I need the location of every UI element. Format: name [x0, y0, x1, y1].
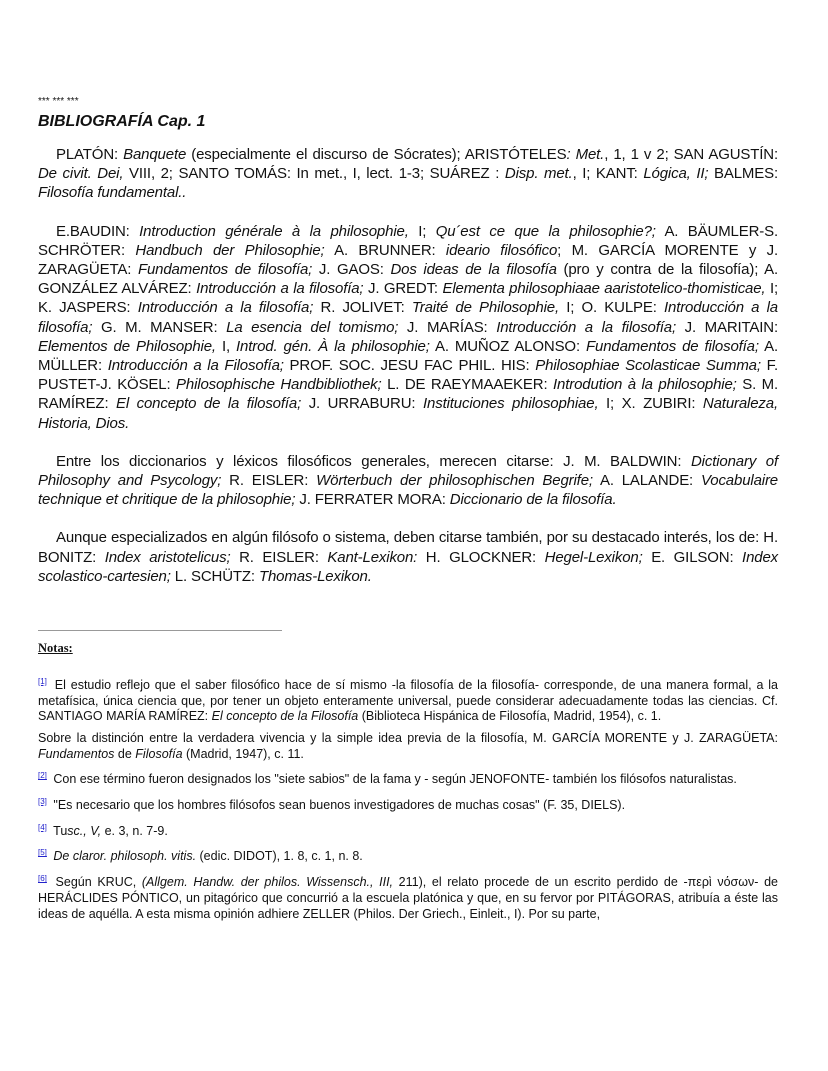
italic-title-text: Traité de Philosophie, — [411, 299, 559, 317]
text-run: R. EISLER: — [221, 472, 317, 490]
notes-heading: Notas: — [38, 641, 73, 656]
footnotes-list — [38, 674, 778, 922]
italic-title-text: Diccionario de la filosofía. — [449, 491, 617, 509]
italic-title-text: El concepto de la filosofía; — [116, 395, 302, 413]
italic-title-text: Kant-Lexikon: — [327, 548, 418, 566]
italic-title-text: sc., V, — [67, 823, 102, 838]
italic-title-text: Philosophiae Scolasticae Summa; — [535, 357, 761, 375]
italic-title-text: Naturaleza, Historia, Dios. — [38, 395, 778, 432]
italic-title-text: Introducción a la Filosofía; — [107, 357, 284, 375]
footnote — [38, 794, 778, 814]
text-run: G. M. MANSER: — [92, 318, 227, 336]
text-run: I; X. ZUBIRI: — [598, 395, 703, 413]
text-run: (Madrid, 1947), c. 11. — [182, 746, 304, 761]
bibliography-paragraph — [38, 452, 778, 510]
footnote-ref-link[interactable]: [6] — [38, 874, 47, 884]
italic-title-text: ideario filosófico — [445, 241, 558, 259]
footnote — [38, 871, 778, 922]
italic-title-text: Elementa philosophiaae aaristotelico-thomisticae, — [442, 280, 766, 298]
italic-title-text: El concepto de la Filosofía — [211, 709, 359, 724]
bibliography-title: BIBLIOGRAFÍA Cap. 1 — [38, 113, 206, 130]
italic-title-text: Filosofía — [135, 746, 183, 761]
text-run: H. GLOCKNER: — [417, 548, 545, 566]
text-run: BALMES: — [708, 165, 779, 183]
italic-title-text: Introdution à la philosophie; — [553, 376, 737, 394]
text-run: (edic. DIDOT), 1. 8, c. 1, n. 8. — [196, 849, 363, 864]
italic-title-text: Lógica, II; — [643, 165, 709, 183]
italic-title-text: La esencia del tomismo; — [226, 318, 399, 336]
separator-stars: *** *** *** — [38, 96, 79, 107]
text-run: A. BÄUMLER-S. SCHRÖTER: — [38, 222, 778, 259]
footnote-ref-link[interactable]: [4] — [38, 822, 47, 832]
text-run: J. MARÍAS: — [398, 318, 497, 336]
italic-title-text: Index scolastico-cartesien; — [38, 548, 778, 585]
italic-title-text: Index aristotelicus; — [104, 548, 231, 566]
italic-title-text: Thomas-Lexikon. — [258, 567, 372, 585]
text-run: Sobre la distinción entre la verdadera vivencia y la simple idea previa de la filosofía, M. GARCÍA MORENTE y J. ZARAGÜETA: — [38, 731, 778, 745]
text-run: F. PUSTET-J. KÖSEL: — [38, 357, 779, 394]
text-run: S. M. RAMÍREZ: — [38, 376, 778, 413]
footnote-ref-link[interactable]: [1] — [38, 677, 47, 687]
italic-title-text: De claror. philosoph. vitis. — [53, 849, 197, 864]
text-run: PROF. SOC. JESU FAC PHIL. HIS: — [283, 357, 536, 375]
text-run: El estudio reflejo que el saber filosófico hace de sí mismo -la filosofía de la filosofía- corresponde, de una manera formal, a la metafísica, única ciencia que, por tener un objeto enteramente universal, puede considerar adecuadamente todas las ciencias. Cf. SANTIAGO MARÍA RAMÍREZ: — [38, 678, 778, 724]
text-run: (especialmente el discurso de Sócrates); ARISTÓTELES — [186, 146, 567, 163]
text-run: Con ese término fueron designados los "siete sabios" de la fama y - según JENOFONTE- también los filósofos naturalistas. — [49, 772, 737, 787]
notes-divider — [38, 630, 282, 631]
text-run: J. FERRATER MORA: — [295, 491, 450, 509]
italic-title-text: Introducción a la filosofía; — [496, 318, 676, 336]
italic-title-text: Introducción a la filosofía; — [38, 299, 778, 336]
footnote — [38, 674, 778, 725]
text-run: I; K. JASPERS: — [38, 280, 778, 317]
text-run: , 1, 1 v 2; SAN AGUSTÍN: — [604, 146, 778, 163]
text-run: J. GAOS: — [312, 261, 391, 279]
text-run: J. GREDT: — [363, 280, 443, 298]
text-run: I, — [215, 337, 237, 355]
italic-title-text: Fundamentos de filosofía; — [586, 337, 759, 355]
text-run: A. BRUNNER: — [324, 241, 446, 259]
text-run: Tu — [49, 823, 68, 838]
italic-title-text: Fundamentos — [38, 746, 115, 761]
italic-title-text: Introd. gén. À la philosophie; — [236, 337, 430, 355]
text-run: e. 3, n. 7-9. — [101, 823, 168, 838]
italic-title-text: Disp. met. — [504, 165, 573, 183]
text-run: I; — [408, 222, 436, 240]
italic-title-text: Handbuch der Philosophie; — [135, 241, 325, 259]
text-run: L. DE RAEYMAAEKER: — [381, 376, 553, 394]
text-run: I; O. KULPE: — [558, 299, 664, 317]
text-run: Aunque especializados en algún filósofo o sistema, deben citarse también, por su destacado interés, los de: H. BONITZ: — [38, 529, 778, 566]
italic-title-text: Instituciones philosophiae, — [423, 395, 599, 413]
italic-title-text: Filosofía fundamental.. — [38, 184, 187, 202]
text-run: 211), el relato procede de un escrito perdido de -περὶ νόσων- de HERÁCLIDES PÓNTICO, un pitagórico que concurrió a la escuela platónica y que, en su fervor por PITÁGORAS, atribuía a éste las ideas de aquélla. A esta misma opinión adhiere ZELLER (Philos. Der Griech., Einleit., I). Por su parte, — [38, 875, 778, 921]
text-run: J. URRABURU: — [301, 395, 424, 413]
document-page — [38, 96, 778, 928]
italic-title-text: Vocabulaire technique et chritique de la philosophie; — [38, 472, 778, 509]
text-run: (Biblioteca Hispánica de Filosofía, Madrid, 1954), c. 1. — [358, 709, 662, 724]
bibliography-body — [38, 145, 778, 586]
footnote — [38, 820, 778, 840]
italic-title-text: Banquete — [123, 146, 187, 163]
italic-title-text: Wörterbuch der philosophischen Begrife; — [316, 472, 593, 490]
text-run: ; M. GARCÍA MORENTE y J. ZARAGÜETA: — [38, 241, 778, 279]
text-run: de — [114, 746, 136, 761]
text-run: "Es necesario que los hombres filósofos sean buenos investigadores de muchas cosas" (F. 35, DIELS). — [49, 798, 626, 813]
bibliography-paragraph — [38, 145, 778, 203]
footnote-ref-link[interactable]: [3] — [38, 796, 47, 806]
footnote-ref-link[interactable]: [2] — [38, 771, 47, 781]
text-run: E. GILSON: — [642, 548, 743, 566]
bibliography-paragraph — [38, 222, 778, 433]
footnote — [38, 845, 778, 865]
text-run: A. LALANDE: — [592, 472, 701, 490]
italic-title-text: : Met. — [566, 146, 605, 163]
text-run: , I; KANT: — [572, 165, 644, 183]
italic-title-text: Introduction générale à la philosophie, — [139, 222, 409, 240]
footnote — [38, 731, 778, 762]
text-run: Entre los diccionarios y léxicos filosóficos generales, merecen citarse: J. M. BALDWIN: — [56, 452, 691, 470]
italic-title-text: Hegel-Lexikon; — [544, 548, 643, 566]
text-run: PLATÓN: — [56, 146, 124, 163]
text-run: Según KRUC, — [49, 875, 142, 890]
bibliography-paragraph — [38, 528, 778, 586]
text-run: (pro y contra de la filosofía); A. GONZÁLEZ ALVÁREZ: — [38, 261, 778, 298]
text-run: A. MUÑOZ ALONSO: — [429, 337, 586, 355]
text-run: R. JOLIVET: — [313, 299, 412, 317]
text-run: VIII, 2; SANTO TOMÁS: In met., I, lect. 1-3; SUÁREZ : — [123, 165, 505, 183]
italic-title-text: Introducción a la filosofía; — [196, 280, 364, 298]
text-run: L. SCHÜTZ: — [170, 567, 259, 585]
text-run: R. EISLER: — [230, 548, 328, 566]
italic-title-text: (Allgem. Handw. der philos. Wissensch., III, — [141, 875, 394, 890]
footnote — [38, 768, 778, 788]
text-run: A. MÜLLER: — [38, 337, 778, 375]
italic-title-text: Dos ideas de la filosofía — [390, 261, 557, 279]
text-run: J. MARITAIN: — [675, 318, 778, 336]
italic-title-text: Elementos de Philosophie, — [38, 337, 216, 355]
italic-title-text: Fundamentos de filosofía; — [137, 261, 313, 279]
italic-title-text: Philosophische Handbibliothek; — [176, 376, 382, 394]
italic-title-text: Qu´est ce que la philosophie?; — [435, 222, 656, 240]
italic-title-text: Dictionary of Philosophy and Psycology; — [38, 452, 778, 490]
italic-title-text: Introducción a la filosofía; — [137, 299, 314, 317]
footnote-ref-link[interactable]: [5] — [38, 848, 47, 858]
text-run: E.BAUDIN: — [56, 222, 140, 240]
italic-title-text: De civit. Dei, — [38, 165, 124, 183]
